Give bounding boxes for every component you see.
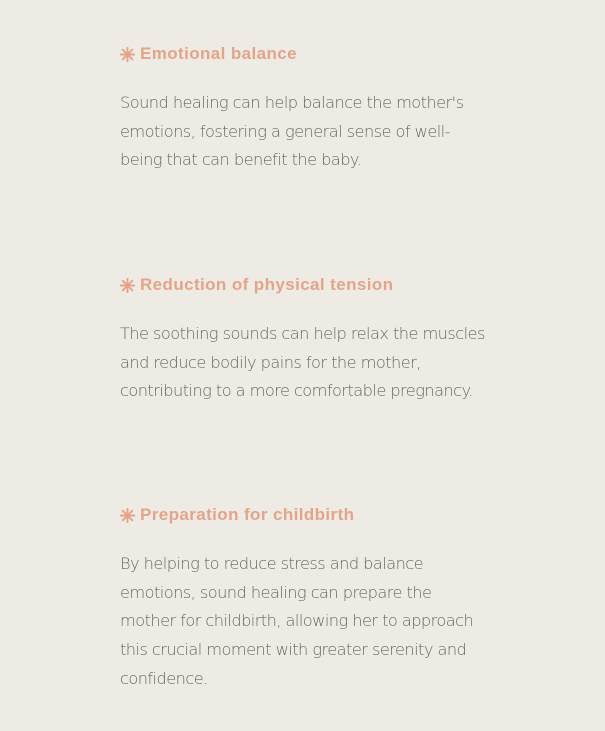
benefit-heading	[120, 504, 490, 526]
benefit-description: By helping to reduce stress and balance emotions, sound healing can prepare the mother for childbirth, allowing her to approach this crucial moment with greater serenity and confidence.	[120, 554, 474, 688]
benefit-description: Sound healing can help balance the mother's emotions, fostering a general sense of well-being that can benefit the baby.	[120, 93, 464, 170]
asterisk-star-icon	[120, 508, 135, 523]
benefit-heading	[120, 43, 490, 65]
benefit-description: The soothing sounds can help relax the muscles and reduce bodily pains for the mother, contributing to a more comfortable pregnancy.	[120, 324, 485, 401]
asterisk-star-icon	[120, 47, 135, 62]
benefit-title: Emotional balance	[140, 44, 298, 63]
benefit-emotional-balance	[120, 43, 490, 170]
asterisk-star-icon	[120, 278, 135, 293]
benefit-title: Reduction of physical tension	[140, 275, 394, 294]
benefit-physical-tension	[120, 274, 490, 401]
benefit-title: Preparation for childbirth	[140, 505, 355, 524]
benefit-childbirth-preparation	[120, 504, 490, 688]
benefit-heading	[120, 274, 490, 296]
